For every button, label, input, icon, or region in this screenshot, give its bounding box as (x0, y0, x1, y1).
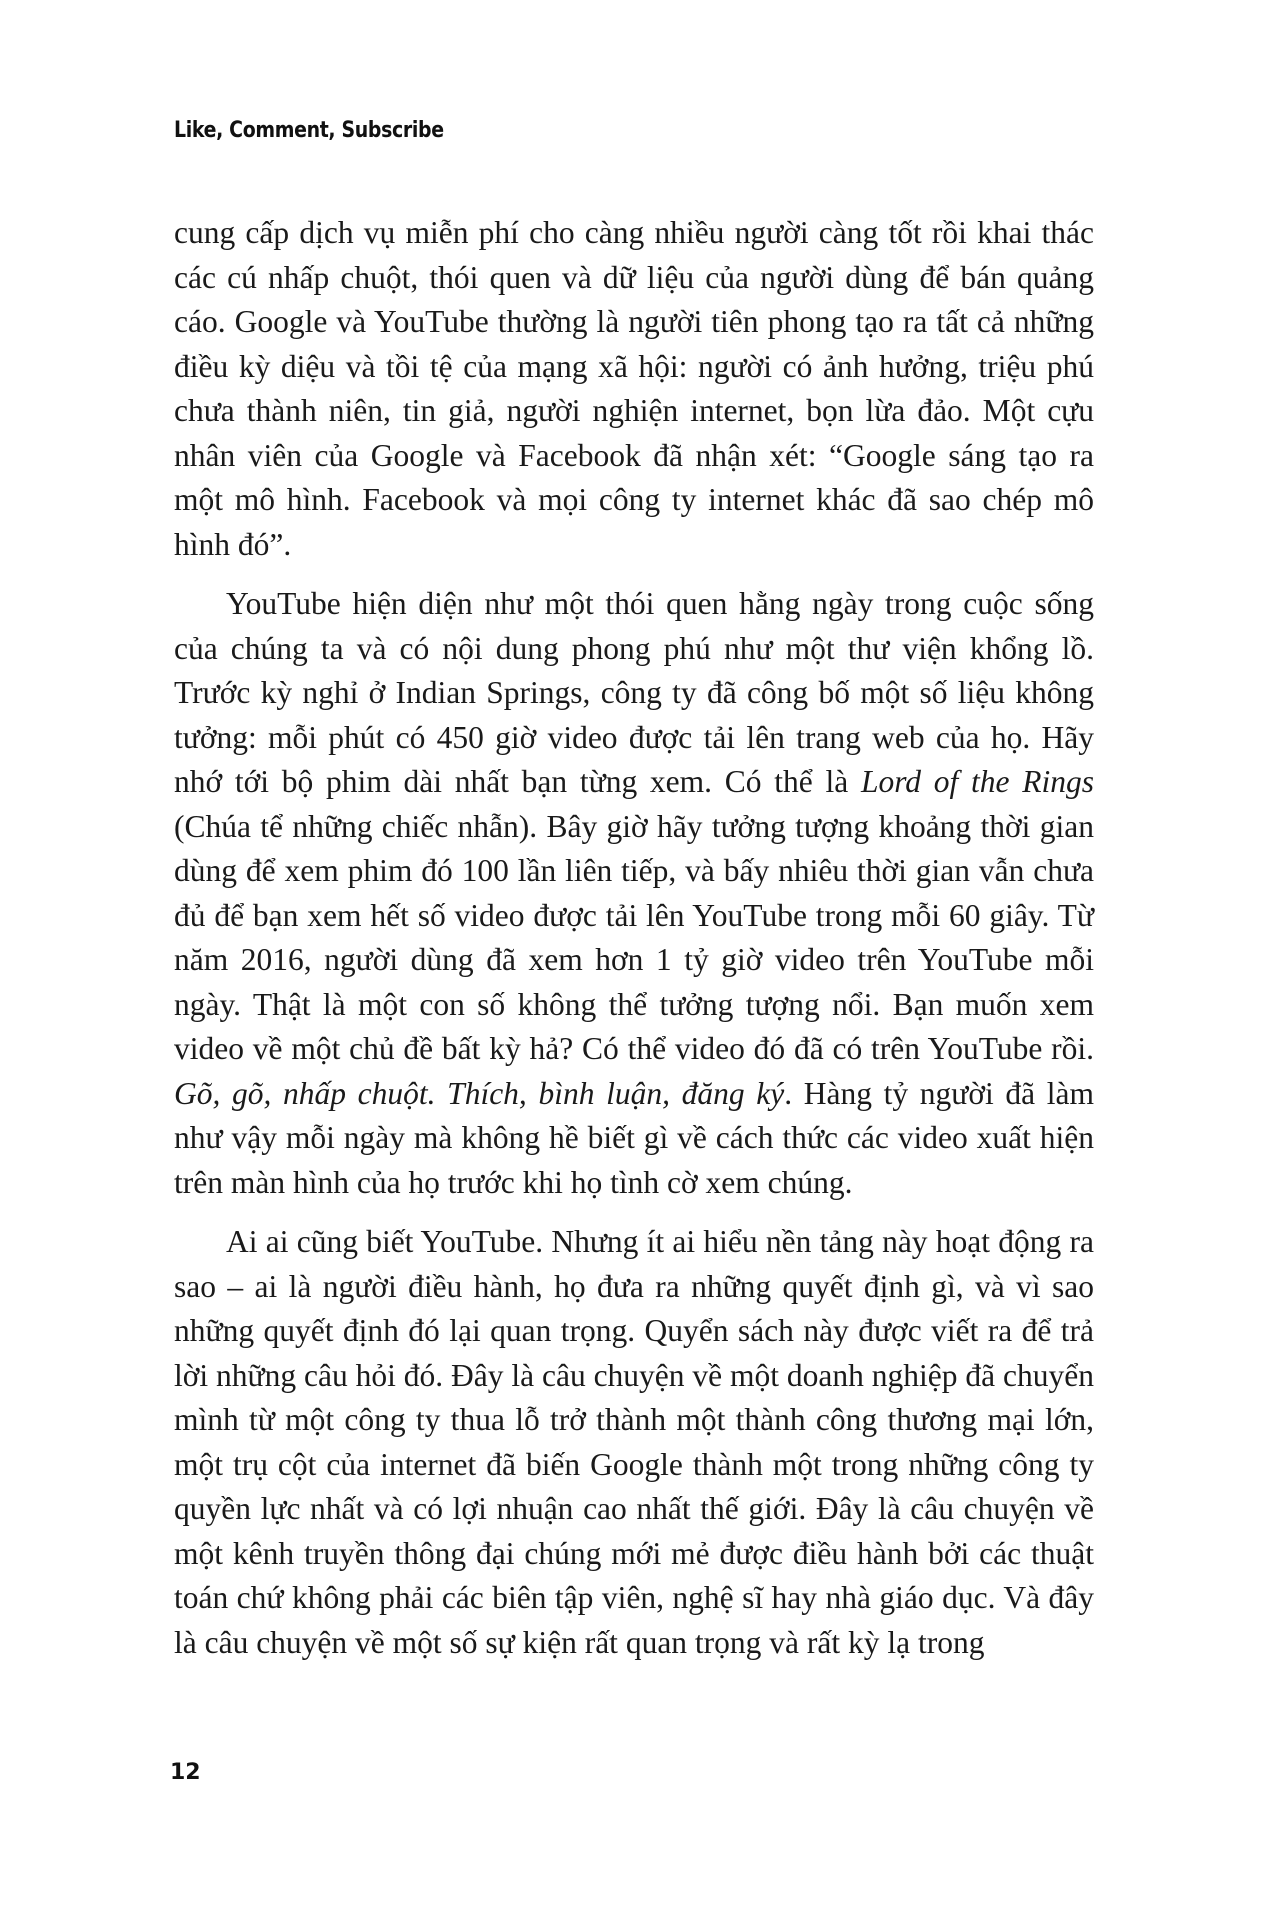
body-text (174, 211, 1094, 1665)
running-header: Like, Comment, Subscribe (174, 118, 444, 143)
film-title: Lord of the Rings (860, 764, 1094, 799)
paragraph-2 (174, 582, 1094, 1205)
paragraph-3: Ai ai cũng biết YouTube. Nhưng ít ai hiểu nền tảng này hoạt động ra sao – ai là người điều hành, họ đưa ra những quyết định gì, và vì sao những quyết định đó lại quan trọng. Quyển sách này được viết ra để trả lời những câu hỏi đó. Đây là câu chuyện về một doanh nghiệp đã chuyển mình từ một công ty thua lỗ trở thành một thành công thương mại lớn, một trụ cột của internet đã biến Google thành một trong những công ty quyền lực nhất và có lợi nhuận cao nhất thế giới. Đây là câu chuyện về một kênh truyền thông đại chúng mới mẻ được điều hành bởi các thuật toán chứ không phải các biên tập viên, nghệ sĩ hay nhà giáo dục. Và đây là câu chuyện về một số sự kiện rất quan trọng và rất kỳ lạ trong (174, 1224, 1094, 1660)
paragraph-2-text-a: YouTube hiện diện như một thói quen hằng ngày trong cuộc sống của chúng ta và có nội dung phong phú như một thư viện khổng lồ. Trước kỳ nghỉ ở Indian Springs, công ty đã công bố một số liệu không tưởng: mỗi phút có 450 giờ video được tải lên trang web của họ. Hãy nhớ tới bộ phim dài nhất bạn từng xem. Có thể là (174, 586, 1094, 799)
italic-phrase: Gõ, gõ, nhấp chuột. Thích, bình luận, đăng ký (174, 1075, 785, 1111)
paragraph-1: cung cấp dịch vụ miễn phí cho càng nhiều người càng tốt rồi khai thác các cú nhấp chuột, thói quen và dữ liệu của người dùng để bán quảng cáo. Google và YouTube thường là người tiên phong tạo ra tất cả những điều kỳ diệu và tồi tệ của mạng xã hội: người có ảnh hưởng, triệu phú chưa thành niên, tin giả, người nghiện internet, bọn lừa đảo. Một cựu nhân viên của Google và Facebook đã nhận xét: “Google sáng tạo ra một mô hình. Facebook và mọi công ty internet khác đã sao chép mô hình đó”. (174, 215, 1094, 562)
paragraph-2-text-c: . Hàng tỷ người đã làm như vậy mỗi ngày mà không hề biết gì về cách thức các video xuất hiện trên màn hình của họ trước khi họ tình cờ xem chúng. (174, 1075, 1094, 1200)
page-number: 12 (170, 1760, 201, 1785)
paragraph-2-text-b: (Chúa tể những chiếc nhẫn). Bây giờ hãy tưởng tượng khoảng thời gian dùng để xem phim đó 100 lần liên tiếp, và bấy nhiêu thời gian vẫn chưa đủ để bạn xem hết số video được tải lên YouTube trong mỗi 60 giây. Từ năm 2016, người dùng đã xem hơn 1 tỷ giờ video trên YouTube mỗi ngày. Thật là một con số không thể tưởng tượng nổi. Bạn muốn xem video về một chủ đề bất kỳ hả? Có thể video đó đã có trên YouTube rồi. (174, 808, 1094, 1066)
